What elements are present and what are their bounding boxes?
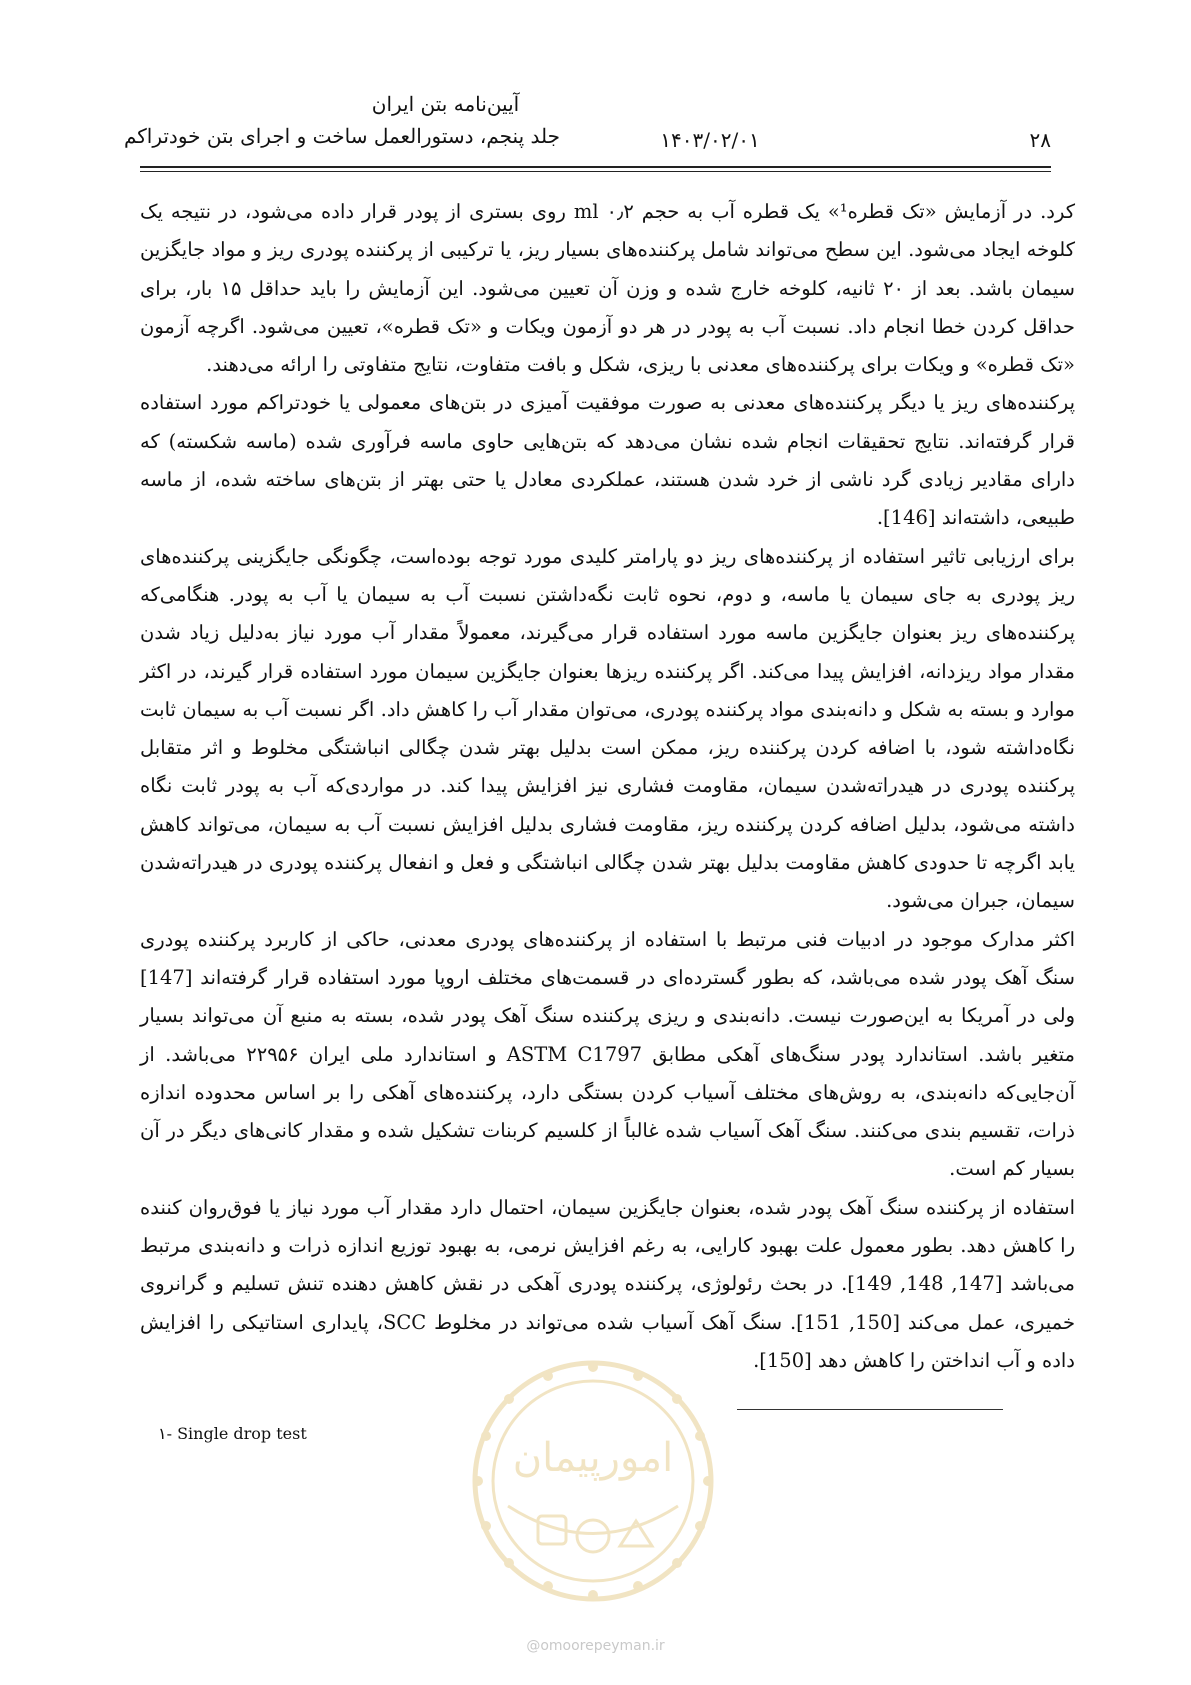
footnote: ۱- Single drop test bbox=[158, 1424, 307, 1443]
watermark-text: امورپیمان bbox=[512, 1435, 674, 1481]
page-header bbox=[123, 80, 1051, 175]
code-title: آیین‌نامه بتن ایران bbox=[371, 92, 520, 116]
paragraph: برای ارزیابی تاثیر استفاده از پرکننده‌های ریز دو پارامتر کلیدی مورد توجه بوده‌است، چگونگی جایگزینی پرکننده‌های ریز پودری به جای سیمان یا ماسه، و دوم، نحوه ثابت نگه‌داشتن نسبت آب به سیمان یا آب به پودر. هنگامی‌که پرکننده‌های ریز بعنوان جایگزین ماسه مورد استفاده قرار می‌گیرند، معمولاً مقدار آب مورد نیاز به‌دلیل زیاد شدن مقدار مواد ریزدانه، افزایش پیدا می‌کند. اگر پرکننده ریزها بعنوان جایگزین سیمان مورد استفاده قرار گیرند، در اکثر موارد و بسته به شکل و دانه‌بندی مواد پرکننده پودری، می‌توان مقدار آب را کاهش داد. اگر نسبت آب به سیمان ثابت نگاه‌داشته شود، با اضافه کردن پرکننده ریز، ممکن است بدلیل بهتر شدن چگالی انباشتگی مخلوط و اثر متقابل پرکننده پودری در هیدراته‌شدن سیمان، مقاومت فشاری نیز افزایش پیدا کند. در مواردی‌که آب به پودر ثابت نگاه داشته می‌شود، بدلیل اضافه کردن پرکننده ریز، مقاومت فشاری بدلیل افزایش نسبت آب به سیمان، می‌تواند کاهش یابد اگرچه تا حدودی کاهش مقاومت بدلیل بهتر شدن چگالی انباشتگی و فعل و انفعال پرکننده پودری در هیدراته‌شدن سیمان، جبران می‌شود. bbox=[140, 544, 1075, 913]
paragraph: پرکننده‌های ریز یا دیگر پرکننده‌های معدنی به صورت موفقیت آمیزی در بتن‌های معمولی یا خودتراکم مورد استفاده قرار گرفته‌اند. نتایج تحقیقات انجام شده نشان می‌دهد که بتن‌هایی حاوی ماسه فرآوری شده (ماسه شکسته) که دارای مقادیر زیادی گرد ناشی از خرد شدن هستند، عملکردی معادل یا حتی بهتر از بتن‌های ساخته شده، از ماسه طبیعی، داشته‌اند [146]. bbox=[140, 391, 1075, 530]
volume-title: جلد پنجم، دستورالعمل ساخت و اجرای بتن خودتراکم bbox=[123, 124, 560, 148]
watermark-url: @omoorepeyman.ir bbox=[526, 1638, 665, 1654]
paragraph: استفاده از پرکننده سنگ آهک پودر شده، بعنوان جایگزین سیمان، احتمال دارد مقدار آب مورد نیاز یا فوق‌روان کننده را کاهش دهد. بطور معمول علت بهبود کارایی، به رغم افزایش نرمی، به بهبود توزیع اندازه ذرات و دانه‌بندی مرتبط می‌باشد [147, 148, 149]. در بحث رئولوژی، پرکننده پودری آهکی در نقش کاهش دهنده تنش تسلیم و گرانروی خمیری، عمل می‌کند [150, 151]. سنگ آهک آسیاب شده می‌تواند در مخلوط SCC، پایداری استاتیکی را افزایش داده و آب انداختن را کاهش دهد [150]. bbox=[140, 1195, 1076, 1372]
paragraph: کرد. در آزمایش «تک قطره¹» یک قطره آب به حجم ۰٫۲ ml روی بستری از پودر قرار داده می‌شود، در نتیجه یک کلوخه ایجاد می‌شود. این سطح می‌تواند شامل پرکننده‌های بسیار ریز، یا ترکیبی از پرکننده پودری ریز و مواد جایگزین سیمان باشد. بعد از ۲۰ ثانیه، کلوخه خارج شده و وزن آن تعیین می‌شود. این آزمایش را باید حداقل ۱۵ بار، برای حداقل کردن خطا انجام داد. نسبت آب به پودر در هر دو آزمون ویکات و «تک قطره»، تعیین می‌شود. اگرچه آزمون «تک قطره» و ویکات برای پرکننده‌های معدنی با ریزی، شکل و بافت متفاوت، نتایج متفاوتی را ارائه می‌دهند. bbox=[140, 200, 1076, 377]
page-number: ۲۸ bbox=[1029, 128, 1051, 152]
revision-date: ۱۴۰۳/۰۲/۰۱ bbox=[660, 128, 760, 152]
body-text bbox=[140, 193, 1075, 1380]
header-divider bbox=[140, 166, 1051, 172]
paragraph: اکثر مدارک موجود در ادبیات فنی مرتبط با استفاده از پرکننده‌های پودری معدنی، حاکی از کاربرد پرکننده پودری سنگ آهک پودر شده می‌باشد، که بطور گسترده‌ای در قسمت‌های مختلف اروپا مورد استفاده قرار گرفته‌اند [147] ولی در آمریکا به این‌صورت نیست. دانه‌بندی و ریزی پرکننده سنگ آهک پودر شده، بسته به منبع آن می‌تواند بسیار متغیر باشد. استاندارد پودر سنگ‌های آهکی مطابق ASTM C1797 و استاندارد ملی ایران ۲۲۹۵۶ می‌باشد. از آن‌جایی‌که دانه‌بندی، به روش‌های مختلف آسیاب کردن بستگی دارد، پرکننده‌های آهکی را بر اساس محدوده اندازه ذرات، تقسیم بندی می‌کنند. سنگ آهک آسیاب شده غالباً از کلسیم کربنات تشکیل شده و مقدار کانی‌های دیگر در آن بسیار کم است. bbox=[140, 927, 1075, 1181]
watermark-logo bbox=[468, 1356, 718, 1606]
footnote-divider bbox=[737, 1409, 1003, 1410]
